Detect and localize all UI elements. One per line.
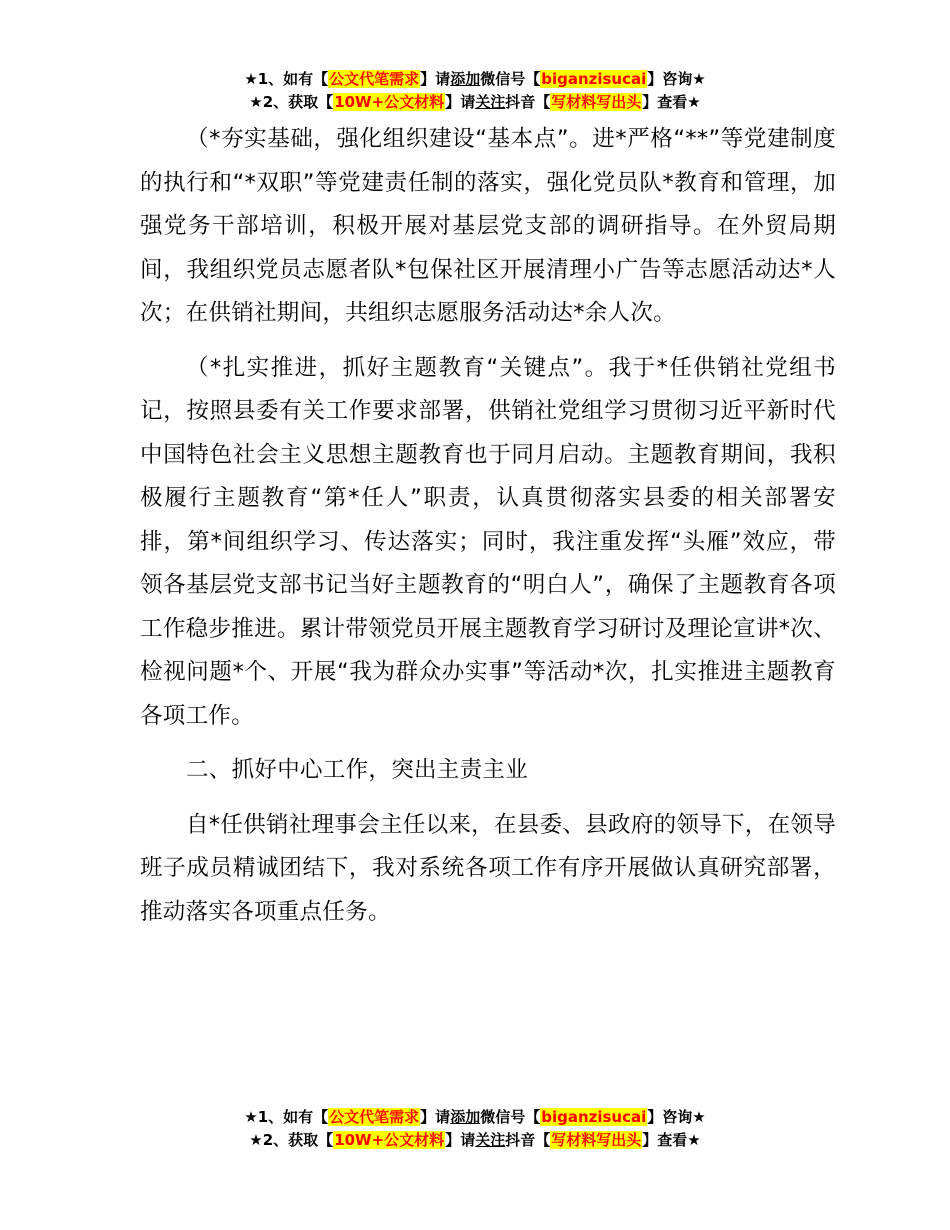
banner-text: ★1、如有【	[244, 1108, 329, 1126]
wechat-id: biganzisucai	[541, 70, 647, 88]
banner-line-2	[0, 91, 950, 114]
banner-line-2	[0, 1129, 950, 1152]
highlight-text: 10W+公文材料	[334, 1131, 445, 1149]
paragraph-central-work: 自*任供销社理事会主任以来，在县委、县政府的领导下，在领导班子成员精诚团结下，我对系统各项工作有序开展做认真研究部署，推动落实各项重点任务。	[140, 811, 836, 925]
banner-line-1	[0, 68, 950, 91]
banner-text: 】请	[420, 1108, 451, 1126]
banner-text: 】查看★	[642, 93, 701, 111]
paragraph-theme-education: （*扎实推进，抓好主题教育“关键点”。我于*任供销社党组书记，按照县委有关工作要求部署，供销社党组学习贯彻习近平新时代中国特色社会主义思想主题教育也于同月启动。主题教育期间，我积极履行主题教育“第*任人”职责，认真贯彻落实县委的相关部署安排，第*间组织学习、传达落实；同时，我注重发挥“头雁”效应，带领各基层党支部书记当好主题教育的“明白人”，确保了主题教育各项工作稳步推进。累计带领党员开展主题教育学习研讨及理论宣讲*次、检视问题*个、开展“我为群众办实事”等活动*次，扎实推进主题教育各项工作。	[140, 354, 836, 729]
footer-banner	[0, 1106, 950, 1152]
highlight-text: 10W+公文材料	[334, 93, 445, 111]
banner-text: 】请	[420, 70, 451, 88]
banner-text: 】咨询★	[647, 1108, 706, 1126]
banner-text: 】请	[445, 93, 476, 111]
banner-text: 微信号【	[480, 70, 541, 88]
douyin-account: 写材料写出头	[551, 1131, 642, 1149]
document-body	[140, 118, 836, 945]
highlight-text: 公文代笔需求	[329, 1108, 420, 1126]
banner-line-1	[0, 1106, 950, 1129]
wechat-id: biganzisucai	[541, 1108, 647, 1126]
underlined-text: 关注	[475, 93, 506, 111]
banner-text: ★2、获取【	[249, 93, 334, 111]
header-banner	[0, 68, 950, 114]
banner-text: 微信号【	[480, 1108, 541, 1126]
highlight-text: 公文代笔需求	[329, 70, 420, 88]
underlined-text: 添加	[450, 1108, 481, 1126]
banner-text: ★2、获取【	[249, 1131, 334, 1149]
banner-text: 】咨询★	[647, 70, 706, 88]
douyin-account: 写材料写出头	[551, 93, 642, 111]
paragraph-organization-building: （*夯实基础，强化组织建设“基本点”。进*严格“**”等党建制度的执行和“*双职”等党建责任制的落实，强化党员队*教育和管理，加强党务干部培训，积极开展对基层党支部的调研指导。在外贸局期间，我组织党员志愿者队*包保社区开展清理小广告等志愿活动达*人次；在供销社期间，共组织志愿服务活动达*余人次。	[140, 126, 836, 326]
banner-text: 】查看★	[642, 1131, 701, 1149]
underlined-text: 关注	[475, 1131, 506, 1149]
banner-text: 】请	[445, 1131, 476, 1149]
banner-text: 抖音【	[505, 93, 551, 111]
banner-text: 抖音【	[505, 1131, 551, 1149]
banner-text: ★1、如有【	[244, 70, 329, 88]
underlined-text: 添加	[450, 70, 481, 88]
section-heading: 二、抓好中心工作，突出主责主业	[186, 757, 529, 783]
